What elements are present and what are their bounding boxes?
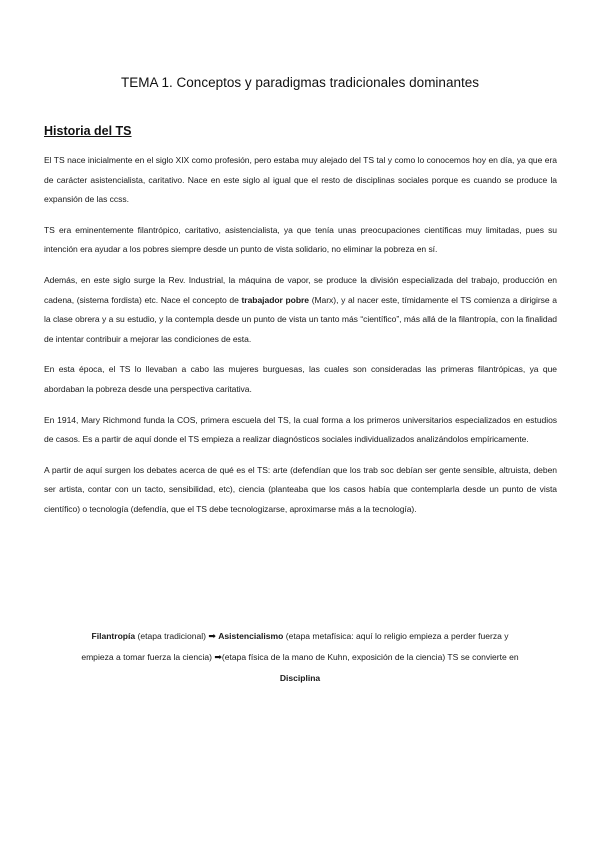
paragraph-philanthropy: TS era eminentemente filantrópico, caritativo, asistencialista, ya que tenía unas preocupaciones científicas muy limitadas, pues su intención era ayudar a los pobres siempre desde un punto de vista solidario, no eliminar la pobreza en sí.	[44, 224, 557, 255]
paragraph-mary-richmond: En 1914, Mary Richmond funda la COS, primera escuela del TS, la cual forma a los primeros universitarios especializados en estudios de casos. Es a partir de aquí donde el TS empieza a realizar diagnósticos sociales individualizados analizándolos empíricamente.	[44, 414, 557, 445]
term-filantropia: Filantropía	[91, 631, 136, 641]
stage-note: (etapa física de la mano de Kuhn, exposición de la ciencia) TS se convierte en	[221, 652, 519, 662]
section-heading: Historia del TS	[44, 124, 132, 138]
paragraph-bourgeois-women: En esta época, el TS lo llevaban a cabo las mujeres burguesas, las cuales son consideradas las primeras filantrópicas, ya que abordaban la pobreza desde una perspectiva caritativa.	[44, 364, 557, 394]
summary-line-1	[20, 626, 580, 647]
paragraph-industrial-revolution	[44, 271, 557, 349]
body-text	[44, 151, 557, 531]
stage-note: empieza a tomar fuerza la ciencia)	[81, 652, 212, 662]
term-disciplina: Disciplina	[279, 673, 321, 683]
summary-line-2	[20, 647, 580, 668]
paragraph-debates: A partir de aquí surgen los debates acerca de qué es el TS: arte (defendían que los trab soc debían ser gente sensible, altruista, deben ser artista, contar con un tacto, sensibilidad, etc), ciencia (planteaba que los casos había que contemplarla desde un punto de vista científico) o tecnología (defendía, que el TS debe tecnologizarse, aproximarse más a la tecnología).	[44, 464, 557, 514]
arrow-right-icon: ➡	[208, 631, 216, 641]
term-asistencialismo: Asistencialismo	[218, 631, 284, 641]
paragraph-text: Además, en este siglo surge la Rev. Industrial, la máquina de vapor, se produce la división especializada del trabajo, producción en cadena, (sistema fordista) etc. Nace el concepto de	[44, 274, 557, 305]
stage-note: (etapa metafísica: aquí lo religio empieza a perder fuerza y	[283, 631, 509, 641]
paragraph-text: (Marx), y al nacer este, tímidamente el TS comienza a dirigirse a la clase obrera y a su estudio, y la contempla desde un punto de vista un tanto más “científico”, más allá de la filantropía, con la finalidad de intentar contribuir a mejorar las condiciones de esta.	[44, 294, 557, 344]
summary-stages	[20, 626, 580, 689]
summary-line-3	[20, 668, 580, 689]
stage-note: (etapa tradicional)	[135, 631, 209, 641]
paragraph-origin: El TS nace inicialmente en el siglo XIX como profesión, pero estaba muy alejado del TS tal y como lo conocemos hoy en día, ya que era de carácter asistencialista, caritativo. Nace en este siglo al igual que el resto de disciplinas sociales porque es cuando se produce la expansión de las ccss.	[44, 155, 557, 205]
document-title: TEMA 1. Conceptos y paradigmas tradicionales dominantes	[121, 75, 479, 90]
arrow-right-icon: ➡	[214, 652, 222, 662]
bold-term-trabajador-pobre: trabajador pobre	[241, 294, 309, 305]
